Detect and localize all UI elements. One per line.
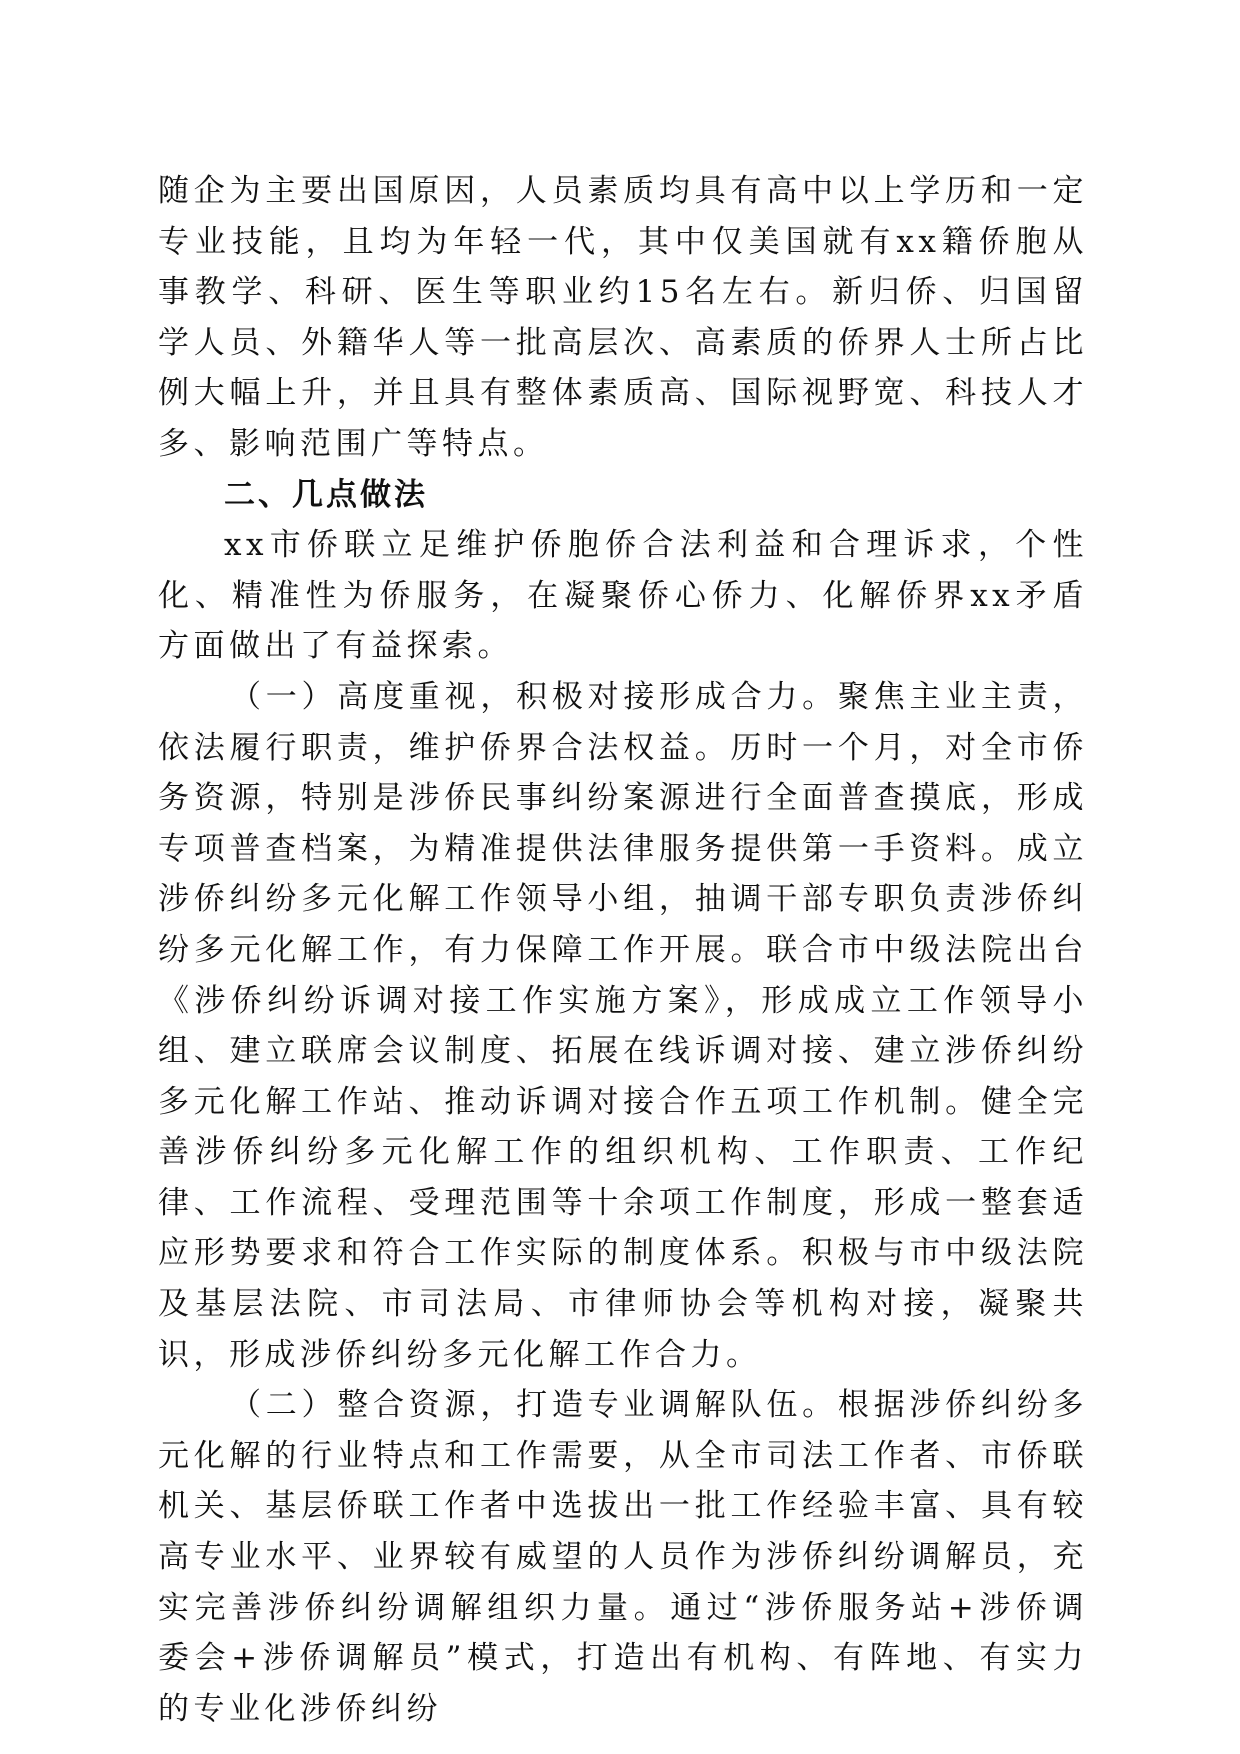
paragraph-subsection-2: （二）整合资源，打造专业调解队伍。根据涉侨纠纷多元化解的行业特点和工作需要，从全市司法工作者、市侨联机关、基层侨联工作者中选拔出一批工作经验丰富、具有较高专业水平、业界较有威望的人员作为涉侨纠纷调解员，充实完善涉侨纠纷调解组织力量。通过“涉侨服务站+涉侨调委会+涉侨调解员”模式，打造出有机构、有阵地、有实力的专业化涉侨纠纷 (158, 1387, 1088, 1727)
paragraph-subsection-1: （一）高度重视，积极对接形成合力。聚焦主业主责，依法履行职责，维护侨界合法权益。历时一个月，对全市侨务资源，特别是涉侨民事纠纷案源进行全面普查摸底，形成专项普查档案，为精准提供法律服务提供第一手资料。成立涉侨纠纷多元化解工作领导小组，抽调干部专职负责涉侨纠纷多元化解工作，有力保障工作开展。联合市中级法院出台《涉侨纠纷诉调对接工作实施方案》，形成成立工作领导小组、建立联席会议制度、拓展在线诉调对接、建立涉侨纠纷多元化解工作站、推动诉调对接合作五项工作机制。健全完善涉侨纠纷多元化解工作的组织机构、工作职责、工作纪律、工作流程、受理范围等十余项工作制度，形成一整套适应形势要求和符合工作实际的制度体系。积极与市中级法院及基层法院、市司法局、市律师协会等机构对接，凝聚共识，形成涉侨纠纷多元化解工作合力。 (158, 678, 1088, 1373)
document-page (158, 166, 1088, 1734)
section-heading: 二、几点做法 (224, 476, 428, 513)
paragraph-intro: xx市侨联立足维护侨胞侨合法利益和合理诉求，个性化、精准性为侨服务，在凝聚侨心侨力、化解侨界xx矛盾方面做出了有益探索。 (158, 527, 1088, 665)
paragraph-continuation: 随企为主要出国原因，人员素质均具有高中以上学历和一定专业技能，且均为年轻一代，其中仅美国就有xx籍侨胞从事教学、科研、医生等职业约15名左右。新归侨、归国留学人员、外籍华人等一批高层次、高素质的侨界人士所占比例大幅上升，并且具有整体素质高、国际视野宽、科技人才多、影响范围广等特点。 (158, 173, 1088, 462)
